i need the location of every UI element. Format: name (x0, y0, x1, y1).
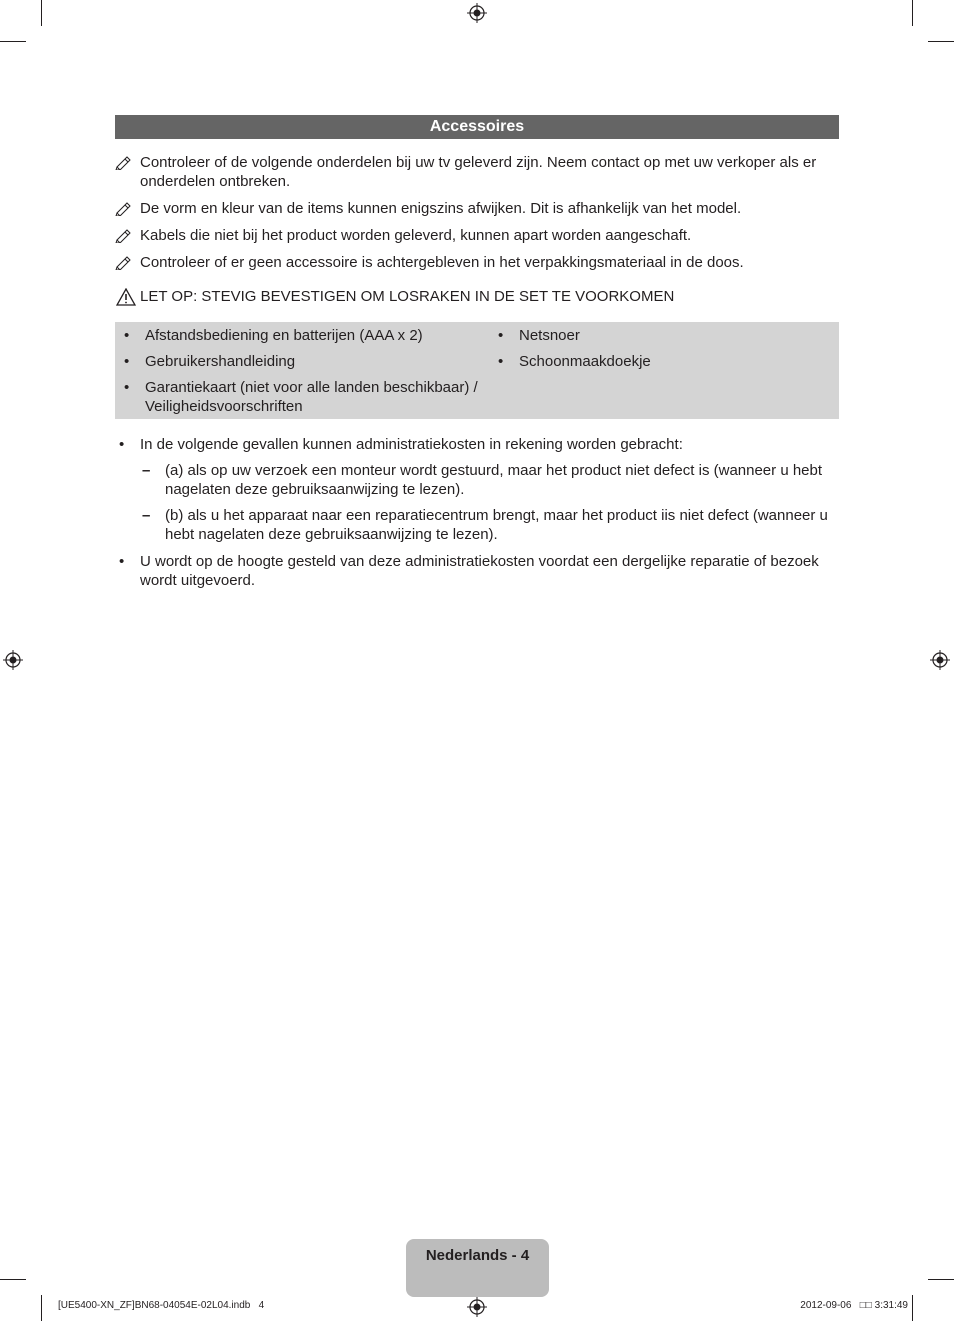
note-item (115, 226, 839, 245)
section-title: Accessoires (115, 115, 839, 139)
caution-notice (115, 287, 839, 306)
accessory-item (489, 352, 829, 371)
bullet: • (124, 353, 130, 370)
bullet: • (119, 553, 125, 570)
dash: – (142, 507, 151, 524)
crop-mark (928, 1279, 954, 1280)
accessory-label: Schoonmaakdoekje (519, 353, 651, 370)
crop-mark (0, 41, 26, 42)
note-item (115, 253, 839, 272)
accessories-column-right (489, 326, 829, 378)
bullet: • (498, 353, 504, 370)
bullet: • (124, 379, 130, 396)
print-timestamp: 2012-09-06 □□ 3:31:49 (800, 1300, 908, 1311)
notes-list (115, 153, 839, 280)
pencil-note-icon (115, 254, 133, 270)
accessories-box (115, 322, 839, 419)
sub-item (115, 506, 839, 544)
caution-text: LET OP: STEVIG BEVESTIGEN OM LOSRAKEN IN DE SET TE VOORKOMEN (140, 288, 675, 305)
bullet: • (119, 436, 125, 453)
page-number-tab (406, 1239, 549, 1297)
crop-mark (912, 1295, 913, 1321)
sub-item (115, 461, 839, 499)
accessory-item (115, 352, 487, 371)
note-text: Controleer of de volgende onderdelen bij uw tv geleverd zijn. Neem contact op met uw verkoper als er onderdelen ontbreken. (140, 154, 817, 190)
note-text: Controleer of er geen accessoire is achtergebleven in het verpakkingsmateriaal in de doos. (140, 254, 744, 271)
registration-mark-icon (467, 1297, 487, 1317)
crop-mark (928, 41, 954, 42)
crop-mark (912, 0, 913, 26)
warning-triangle-icon (116, 288, 136, 306)
dash: – (142, 462, 151, 479)
note-item (115, 153, 839, 191)
sub-list (140, 461, 839, 544)
sub-item-text: (b) als u het apparaat naar een reparatiecentrum brengt, maar het product iis niet defect (wanneer u hebt nagelaten deze gebruiksaanwijzing te lezen). (165, 507, 828, 543)
pencil-note-icon (115, 227, 133, 243)
registration-mark-icon (3, 650, 23, 670)
sub-item-text: (a) als op uw verzoek een monteur wordt gestuurd, maar het product niet defect is (wanneer u hebt nagelaten deze gebruiksaanwijzing te lezen). (165, 462, 823, 498)
info-item (115, 552, 839, 590)
registration-mark-icon (930, 650, 950, 670)
accessory-item (115, 378, 487, 416)
accessory-label: Garantiekaart (niet voor alle landen beschikbaar) / Veiligheidsvoorschriften (145, 379, 478, 415)
note-item (115, 199, 839, 218)
bullet: • (124, 327, 130, 344)
note-text: Kabels die niet bij het product worden geleverd, kunnen apart worden aangeschaft. (140, 227, 692, 244)
pencil-note-icon (115, 200, 133, 216)
info-list (115, 435, 839, 598)
info-text: U wordt op de hoogte gesteld van deze administratiekosten voordat een dergelijke reparatie of bezoek wordt uitgevoerd. (140, 553, 819, 589)
crop-mark (41, 0, 42, 26)
accessories-column-left (115, 326, 487, 423)
info-item (115, 435, 839, 544)
crop-mark (0, 1279, 26, 1280)
pencil-note-icon (115, 154, 133, 170)
info-text: In de volgende gevallen kunnen administratiekosten in rekening worden gebracht: (140, 436, 683, 453)
note-text: De vorm en kleur van de items kunnen enigszins afwijken. Dit is afhankelijk van het model. (140, 200, 742, 217)
file-slug: [UE5400-XN_ZF]BN68-04054E-02L04.indb 4 (58, 1300, 265, 1311)
accessory-item (489, 326, 829, 345)
crop-mark (41, 1295, 42, 1321)
accessory-item (115, 326, 487, 345)
accessory-label: Netsnoer (519, 327, 580, 344)
page-label: Nederlands - 4 (425, 1247, 530, 1264)
bullet: • (498, 327, 504, 344)
accessory-label: Afstandsbediening en batterijen (AAA x 2) (145, 327, 423, 344)
registration-mark-icon (467, 3, 487, 23)
accessory-label: Gebruikershandleiding (145, 353, 296, 370)
